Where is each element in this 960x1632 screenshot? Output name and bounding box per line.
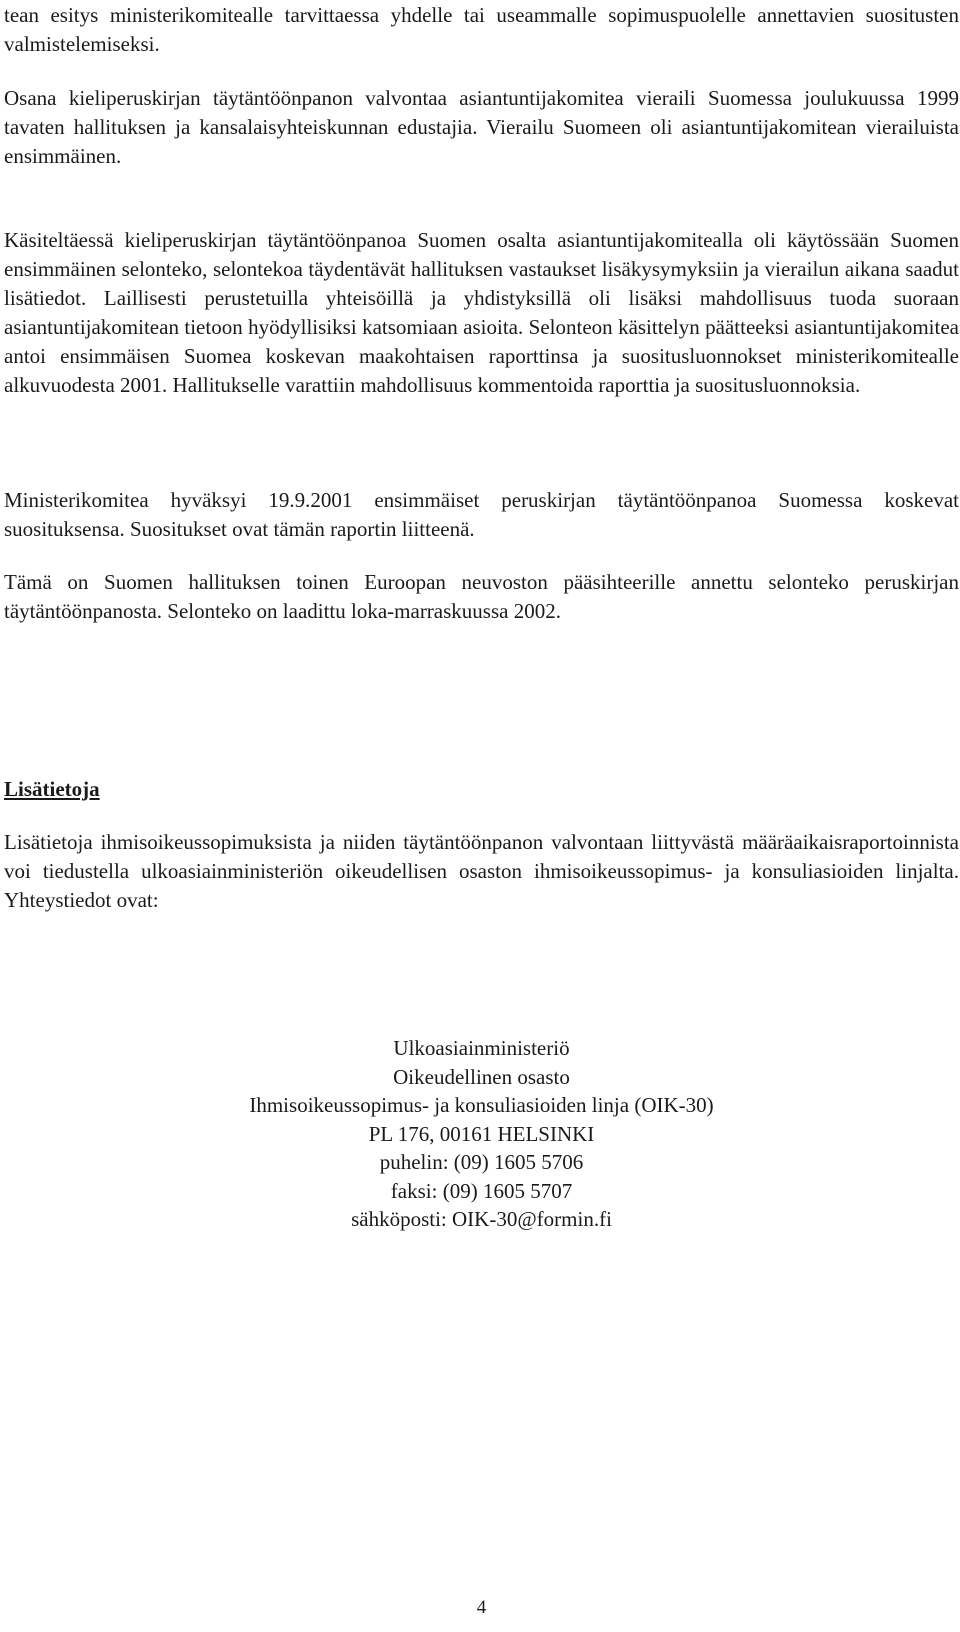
contact-email: sähköposti: OIK-30@formin.fi bbox=[351, 1207, 612, 1231]
contact-department: Oikeudellinen osasto bbox=[393, 1064, 570, 1089]
paragraph-report-processing: Käsiteltäessä kieliperuskirjan täytäntöönpanoa Suomen osalta asiantuntijakomitealla oli käytössään Suomen ensimmäinen selonteko, selontekoa täydentävät hallituksen vastaukset lisäkysymyksiin ja vierailun aikana saadut lisätiedot. Laillisesti perustetuilla yhteisöillä ja yhdistyksillä oli lisäksi mahdollisuus tuoda suoraan asiantuntijakomitean tietoon hyödyllisiksi katsomiaan asioita. Selonteon käsittelyn päätteeksi asiantuntijakomitea antoi ensimmäisen Suomea koskevan maakohtaisen raporttinsa ja suositusluonnokset ministerikomitealle alkuvuodesta 2001. Hallitukselle varattiin mahdollisuus kommentoida raporttia ja suositusluonnoksia. bbox=[4, 228, 959, 397]
contact-block bbox=[4, 1034, 959, 1234]
paragraph-more-info: Lisätietoja ihmisoikeussopimuksista ja niiden täytäntöönpanon valvontaan liittyvästä määräaikaisraportoinnista voi tiedustella ulkoasiainministeriön oikeudellisen osaston ihmisoikeussopimus- ja konsuliasioiden linjalta. Yhteystiedot ovat: bbox=[4, 830, 959, 912]
paragraph-recommendations: Ministerikomitea hyväksyi 19.9.2001 ensimmäiset peruskirjan täytäntöönpanoa Suomessa koskevat suosituksensa. Suositukset ovat tämän raportin liitteenä. bbox=[4, 488, 959, 541]
contact-fax: faksi: (09) 1605 5707 bbox=[390, 1178, 573, 1203]
paragraph-intro-continuation: tean esitys ministerikomitealle tarvittaessa yhdelle tai useammalle sopimuspuolelle annettavien suositusten valmistelemiseksi. bbox=[4, 3, 959, 56]
contact-ministry: Ulkoasiainministeriö bbox=[393, 1036, 570, 1060]
page-number: 4 bbox=[476, 1597, 487, 1618]
contact-phone: puhelin: (09) 1605 5706 bbox=[379, 1150, 584, 1174]
contact-unit: Ihmisoikeussopimus- ja konsuliasioiden linja (OIK-30) bbox=[249, 1093, 714, 1117]
paragraph-committee-visit: Osana kieliperuskirjan täytäntöönpanon valvontaa asiantuntijakomitea vieraili Suomessa joulukuussa 1999 tavaten hallituksen ja kansalaisyhteiskunnan edustajia. Vierailu Suomeen oli asiantuntijakomitean vierailuista ensimmäinen. bbox=[4, 86, 959, 168]
contact-postal-address: PL 176, 00161 HELSINKI bbox=[368, 1121, 595, 1146]
paragraph-second-report: Tämä on Suomen hallituksen toinen Euroopan neuvoston pääsihteerille annettu selonteko peruskirjan täytäntöönpanosta. Selonteko on laadittu loka-marraskuussa 2002. bbox=[4, 570, 959, 623]
section-heading-lisatietoja: Lisätietoja bbox=[4, 777, 100, 801]
